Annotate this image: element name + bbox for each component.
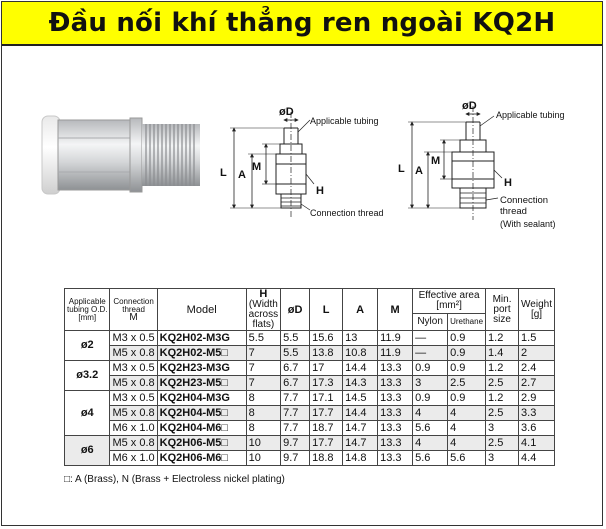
cell-model: KQ2H23-M3G xyxy=(157,361,246,376)
cell-weight: 3.3 xyxy=(519,406,555,421)
cell-thread: M6 x 1.0 xyxy=(110,421,157,436)
cell-nylon: 0.9 xyxy=(413,391,448,406)
cell-h: 7 xyxy=(246,346,280,361)
cell-d: 5.5 xyxy=(281,346,310,361)
cell-thread: M3 x 0.5 xyxy=(110,331,157,346)
table-row xyxy=(65,376,555,391)
right-od-label: øD xyxy=(462,100,477,112)
cell-a: 14.7 xyxy=(343,421,378,436)
cell-port: 2.5 xyxy=(486,406,519,421)
right-dim-m: M xyxy=(431,155,441,167)
cell-a: 14.4 xyxy=(343,361,378,376)
cell-urethane: 4 xyxy=(448,421,486,436)
cell-port: 1.4 xyxy=(486,346,519,361)
left-dim-l: L xyxy=(220,167,227,179)
product-drawings xyxy=(0,60,606,250)
cell-a: 10.8 xyxy=(343,346,378,361)
cell-h: 10 xyxy=(246,451,280,466)
cell-m: 11.9 xyxy=(378,346,413,361)
cell-a: 14.7 xyxy=(343,436,378,451)
cell-d: 9.7 xyxy=(281,451,310,466)
table-row xyxy=(65,346,555,361)
cell-d: 6.7 xyxy=(281,376,310,391)
header-m: M xyxy=(378,289,413,331)
cell-urethane: 5.6 xyxy=(448,451,486,466)
cell-urethane: 0.9 xyxy=(448,346,486,361)
cell-port: 2.5 xyxy=(486,376,519,391)
cell-model: KQ2H04-M5□ xyxy=(157,406,246,421)
cell-nylon: — xyxy=(413,331,448,346)
tubing-od-cell: ø6 xyxy=(65,436,110,466)
cell-nylon: 3 xyxy=(413,376,448,391)
left-thread-label: Connection thread xyxy=(310,208,384,218)
cell-d: 5.5 xyxy=(281,331,310,346)
header-effective-area: Effective area [mm²] xyxy=(413,289,486,314)
header-d: øD xyxy=(281,289,310,331)
cell-model: KQ2H04-M3G xyxy=(157,391,246,406)
cell-weight: 4.1 xyxy=(519,436,555,451)
tubing-od-cell: ø3.2 xyxy=(65,361,110,391)
right-dim-h: H xyxy=(504,177,512,189)
cell-nylon: 4 xyxy=(413,436,448,451)
tubing-od-cell: ø2 xyxy=(65,331,110,361)
table-row xyxy=(65,421,555,436)
cell-urethane: 0.9 xyxy=(448,361,486,376)
cell-weight: 2.7 xyxy=(519,376,555,391)
spec-table xyxy=(64,288,555,466)
cell-d: 7.7 xyxy=(281,391,310,406)
cell-nylon: 5.6 xyxy=(413,421,448,436)
cell-thread: M5 x 0.8 xyxy=(110,436,157,451)
cell-model: KQ2H06-M6□ xyxy=(157,451,246,466)
cell-thread: M3 x 0.5 xyxy=(110,391,157,406)
fitting-photo xyxy=(42,116,200,194)
header-weight: Weight [g] xyxy=(519,289,555,331)
diagram-left xyxy=(230,112,314,218)
header-l: L xyxy=(310,289,343,331)
cell-a: 14.5 xyxy=(343,391,378,406)
cell-d: 6.7 xyxy=(281,361,310,376)
cell-port: 1.2 xyxy=(486,391,519,406)
cell-nylon: 4 xyxy=(413,406,448,421)
cell-port: 1.2 xyxy=(486,331,519,346)
header-thread: Connection thread M xyxy=(110,289,157,331)
title-banner xyxy=(2,2,602,46)
cell-a: 14.4 xyxy=(343,406,378,421)
cell-urethane: 0.9 xyxy=(448,331,486,346)
cell-l: 17.3 xyxy=(310,376,343,391)
cell-d: 7.7 xyxy=(281,406,310,421)
header-urethane: Urethane xyxy=(448,313,486,331)
left-dim-m: M xyxy=(252,161,262,173)
footnote: □: A (Brass), N (Brass + Electroless nickel plating) xyxy=(64,474,285,485)
right-dim-a: A xyxy=(415,165,423,177)
cell-weight: 2.9 xyxy=(519,391,555,406)
cell-h: 8 xyxy=(246,421,280,436)
cell-model: KQ2H02-M5□ xyxy=(157,346,246,361)
cell-a: 14.3 xyxy=(343,376,378,391)
cell-weight: 2 xyxy=(519,346,555,361)
right-tubing-label: Applicable tubing xyxy=(496,110,565,120)
cell-thread: M5 x 0.8 xyxy=(110,346,157,361)
cell-m: 13.3 xyxy=(378,391,413,406)
cell-l: 17.7 xyxy=(310,406,343,421)
cell-port: 2.5 xyxy=(486,436,519,451)
left-dim-h: H xyxy=(316,185,324,197)
cell-urethane: 4 xyxy=(448,436,486,451)
cell-h: 5.5 xyxy=(246,331,280,346)
table-row xyxy=(65,331,555,346)
header-a: A xyxy=(343,289,378,331)
cell-m: 13.3 xyxy=(378,406,413,421)
right-thread-label-1: Connection xyxy=(500,195,549,206)
cell-l: 18.7 xyxy=(310,421,343,436)
cell-d: 7.7 xyxy=(281,421,310,436)
cell-port: 1.2 xyxy=(486,361,519,376)
cell-m: 11.9 xyxy=(378,331,413,346)
cell-model: KQ2H04-M6□ xyxy=(157,421,246,436)
cell-h: 7 xyxy=(246,361,280,376)
cell-l: 18.8 xyxy=(310,451,343,466)
cell-thread: M6 x 1.0 xyxy=(110,451,157,466)
table-row xyxy=(65,361,555,376)
cell-m: 13.3 xyxy=(378,436,413,451)
right-thread-label-2: thread xyxy=(500,206,527,217)
header-nylon: Nylon xyxy=(413,313,448,331)
table-row xyxy=(65,406,555,421)
diagram-right xyxy=(408,106,502,220)
cell-h: 7 xyxy=(246,376,280,391)
header-model: Model xyxy=(157,289,246,331)
cell-l: 15.6 xyxy=(310,331,343,346)
cell-l: 17 xyxy=(310,361,343,376)
cell-m: 13.3 xyxy=(378,451,413,466)
left-tubing-label: Applicable tubing xyxy=(310,116,379,126)
page-title: Đầu nối khí thẳng ren ngoài KQ2H xyxy=(48,8,556,38)
table-row xyxy=(65,451,555,466)
cell-weight: 2.4 xyxy=(519,361,555,376)
cell-a: 14.8 xyxy=(343,451,378,466)
cell-m: 13.3 xyxy=(378,421,413,436)
cell-urethane: 4 xyxy=(448,406,486,421)
cell-a: 13 xyxy=(343,331,378,346)
cell-port: 3 xyxy=(486,421,519,436)
cell-h: 8 xyxy=(246,391,280,406)
cell-thread: M5 x 0.8 xyxy=(110,406,157,421)
cell-urethane: 2.5 xyxy=(448,376,486,391)
cell-model: KQ2H02-M3G xyxy=(157,331,246,346)
cell-l: 13.8 xyxy=(310,346,343,361)
cell-weight: 4.4 xyxy=(519,451,555,466)
cell-model: KQ2H23-M5□ xyxy=(157,376,246,391)
cell-l: 17.7 xyxy=(310,436,343,451)
cell-thread: M5 x 0.8 xyxy=(110,376,157,391)
header-h: H (Width across flats) xyxy=(246,289,280,331)
cell-urethane: 0.9 xyxy=(448,391,486,406)
cell-d: 9.7 xyxy=(281,436,310,451)
tubing-od-cell: ø4 xyxy=(65,391,110,436)
cell-weight: 3.6 xyxy=(519,421,555,436)
cell-model: KQ2H06-M5□ xyxy=(157,436,246,451)
cell-nylon: 5.6 xyxy=(413,451,448,466)
cell-weight: 1.5 xyxy=(519,331,555,346)
cell-thread: M3 x 0.5 xyxy=(110,361,157,376)
cell-h: 8 xyxy=(246,406,280,421)
header-od: Applicable tubing O.D. [mm] xyxy=(65,289,110,331)
cell-m: 13.3 xyxy=(378,376,413,391)
header-min-port: Min. port size xyxy=(486,289,519,331)
right-sealant-label: (With sealant) xyxy=(500,219,556,229)
table-row xyxy=(65,436,555,451)
left-dim-a: A xyxy=(238,169,246,181)
cell-port: 3 xyxy=(486,451,519,466)
right-dim-l: L xyxy=(398,163,405,175)
cell-nylon: — xyxy=(413,346,448,361)
cell-l: 17.1 xyxy=(310,391,343,406)
table-row xyxy=(65,391,555,406)
left-od-label: øD xyxy=(279,106,294,118)
cell-m: 13.3 xyxy=(378,361,413,376)
cell-nylon: 0.9 xyxy=(413,361,448,376)
cell-h: 10 xyxy=(246,436,280,451)
